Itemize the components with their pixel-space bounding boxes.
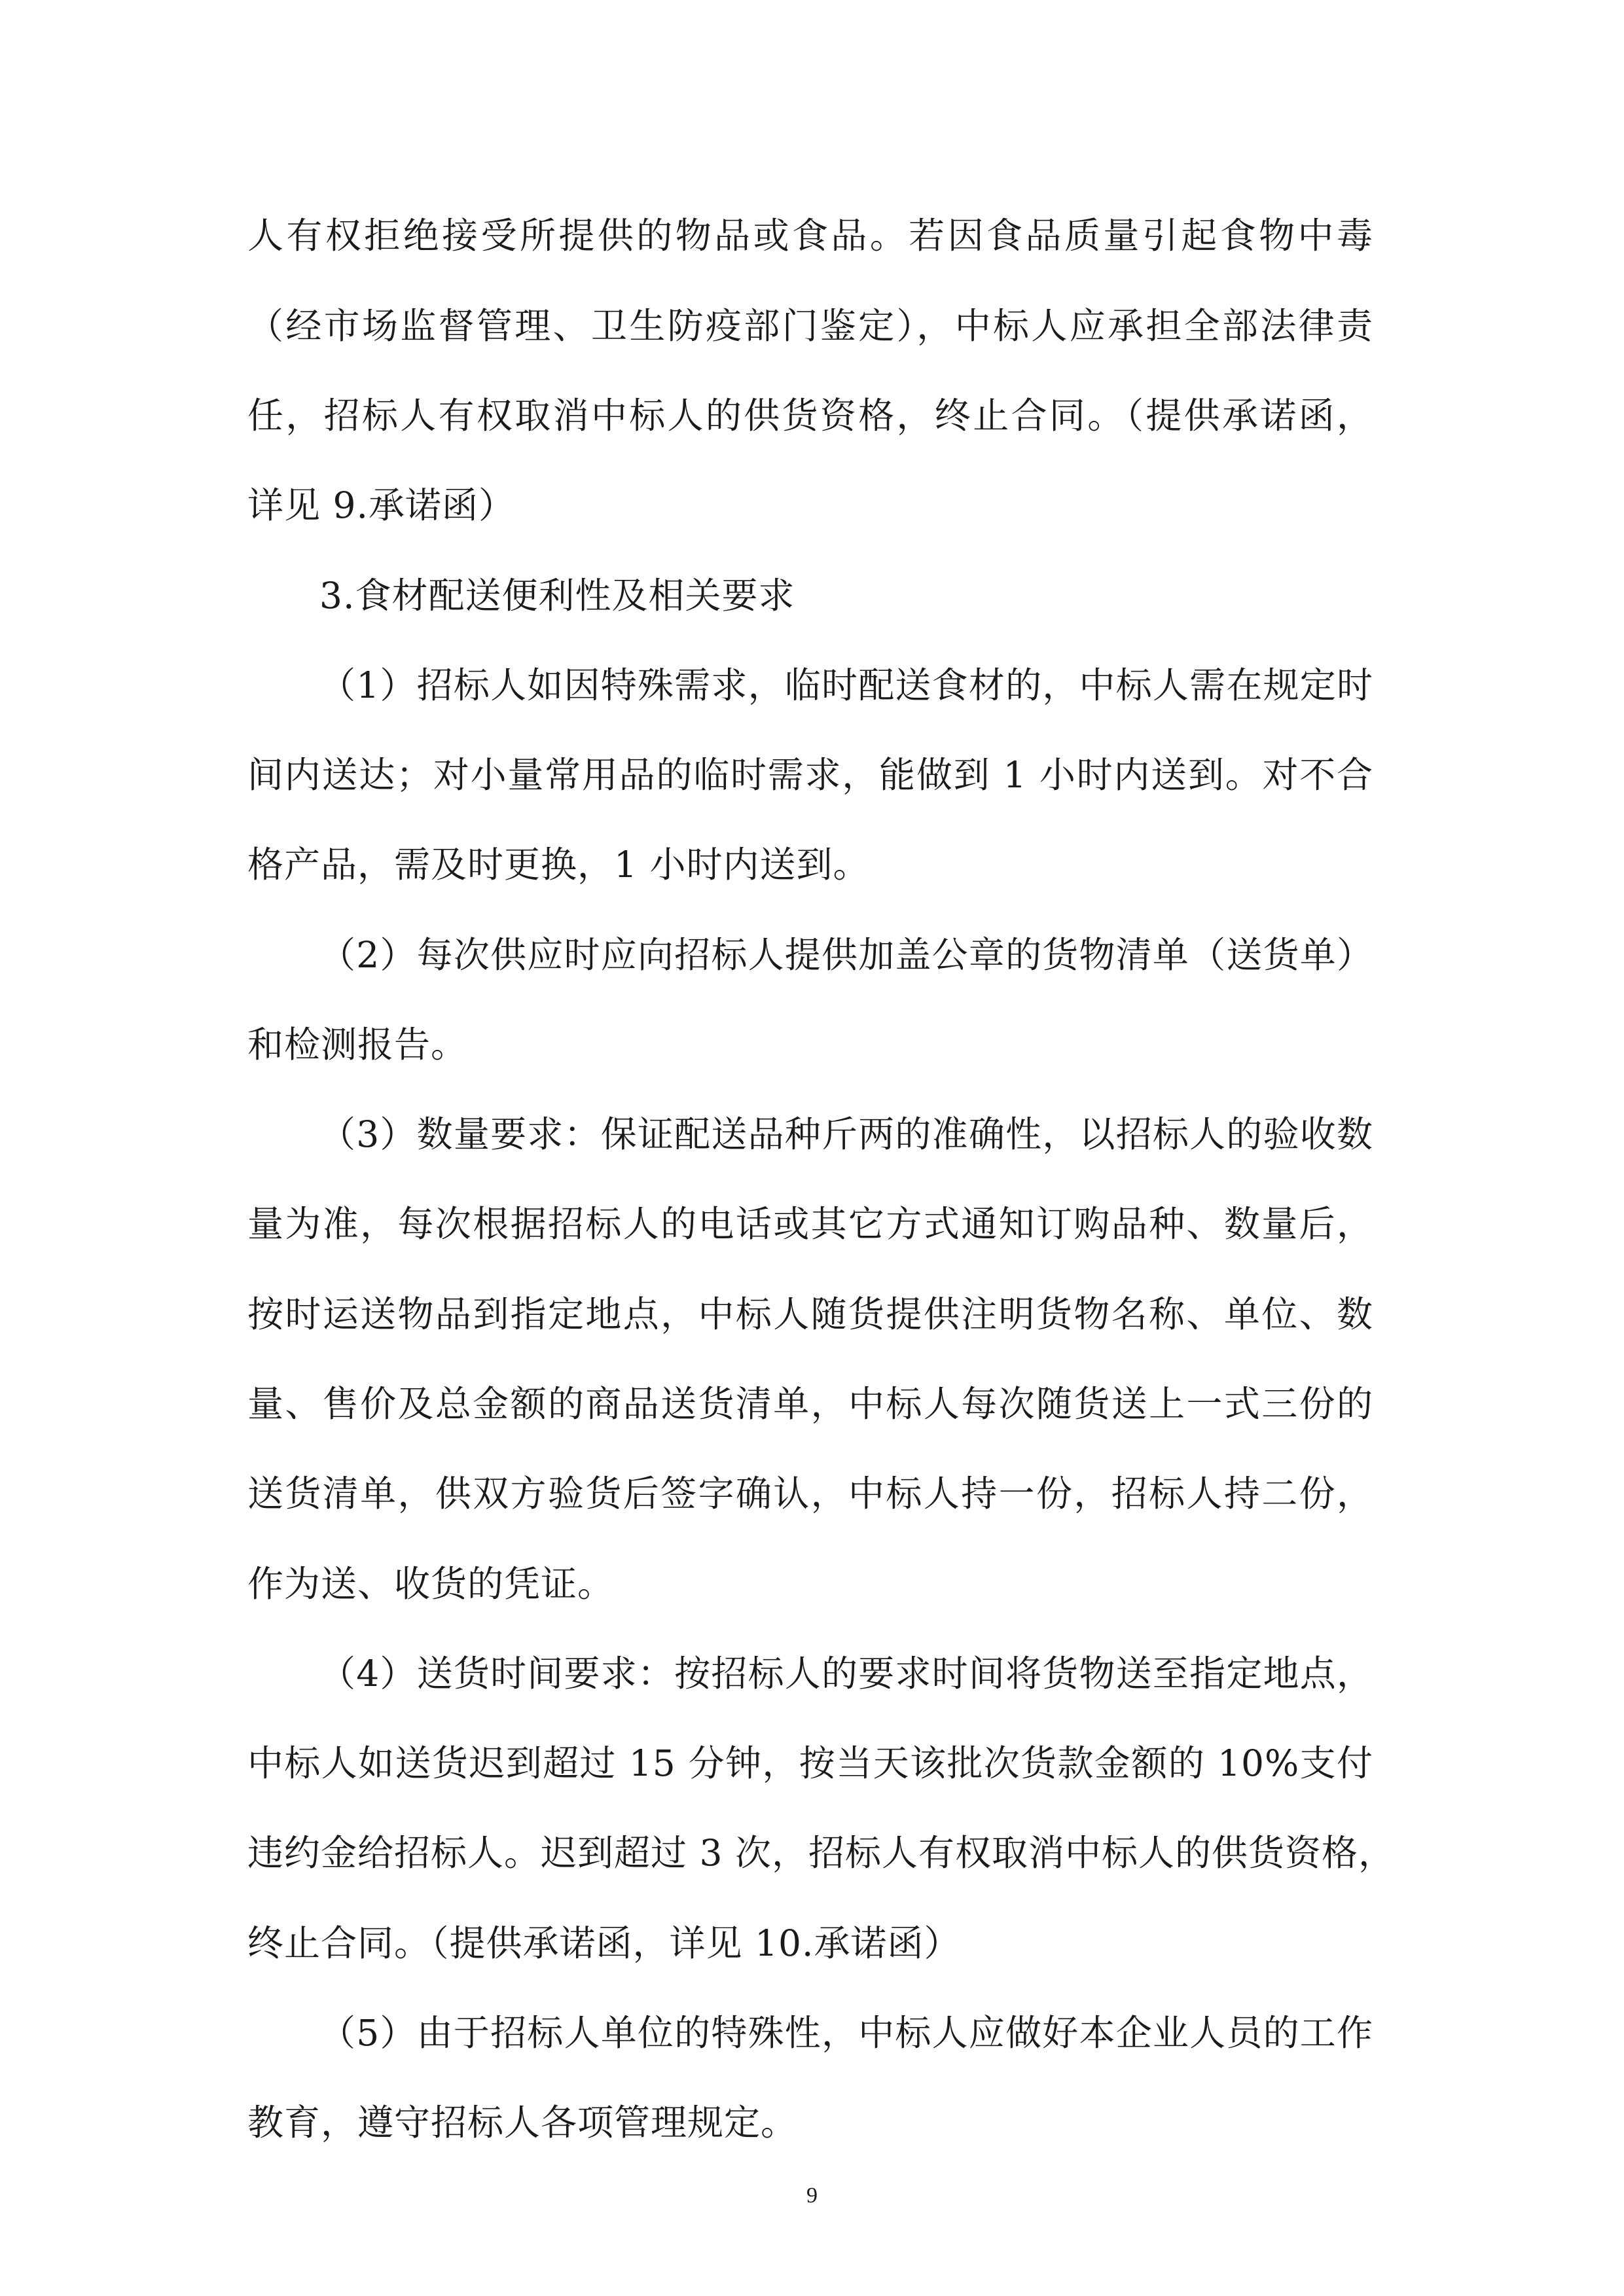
paragraph-line: 任，招标人有权取消中标人的供货资格，终止合同。（提供承诺函，: [247, 395, 1373, 437]
paragraph-line: 和检测报告。: [247, 1024, 468, 1066]
paragraph-line: 教育，遵守招标人各项管理规定。: [247, 2102, 798, 2144]
paragraph-line: （5）由于招标人单位的特殊性，中标人应做好本企业人员的工作: [319, 2012, 1373, 2054]
paragraph-line: 作为送、收货的凭证。: [247, 1563, 615, 1605]
paragraph-line: （1）招标人如因特殊需求，临时配送食材的，中标人需在规定时: [319, 664, 1373, 706]
page-number: 9: [806, 2183, 818, 2208]
paragraph-line: （经市场监督管理、卫生防疫部门鉴定），中标人应承担全部法律责: [247, 305, 1373, 347]
paragraph-line: 格产品，需及时更换，1 小时内送到。: [247, 844, 870, 886]
paragraph-line: 间内送达；对小量常用品的临时需求，能做到 1 小时内送到。对不合: [247, 754, 1373, 796]
paragraph-line: 量、售价及总金额的商品送货清单，中标人每次随货送上一式三份的: [247, 1383, 1373, 1425]
paragraph-line: 人有权拒绝接受所提供的物品或食品。若因食品质量引起食物中毒: [247, 215, 1373, 257]
paragraph-line: 终止合同。（提供承诺函，详见 10.承诺函）: [247, 1922, 961, 1964]
paragraph-line: 按时运送物品到指定地点，中标人随货提供注明货物名称、单位、数: [247, 1293, 1373, 1335]
paragraph-line: 中标人如送货迟到超过 15 分钟，按当天该批次货款金额的 10%支付: [247, 1742, 1373, 1784]
paragraph-line: 详见 9.承诺函）: [247, 484, 515, 526]
paragraph-line: 量为准，每次根据招标人的电话或其它方式通知订购品种、数量后，: [247, 1203, 1373, 1245]
section-heading: 3.食材配送便利性及相关要求: [319, 575, 795, 617]
paragraph-line: （2）每次供应时应向招标人提供加盖公章的货物清单（送货单）: [319, 934, 1373, 976]
paragraph-line: （3）数量要求：保证配送品种斤两的准确性，以招标人的验收数: [319, 1113, 1373, 1155]
paragraph-line: 违约金给招标人。迟到超过 3 次，招标人有权取消中标人的供货资格，: [247, 1832, 1395, 1874]
paragraph-line: 送货清单，供双方验货后签字确认，中标人持一份，招标人持二份，: [247, 1473, 1373, 1515]
paragraph-line: （4）送货时间要求：按招标人的要求时间将货物送至指定地点，: [319, 1653, 1373, 1695]
